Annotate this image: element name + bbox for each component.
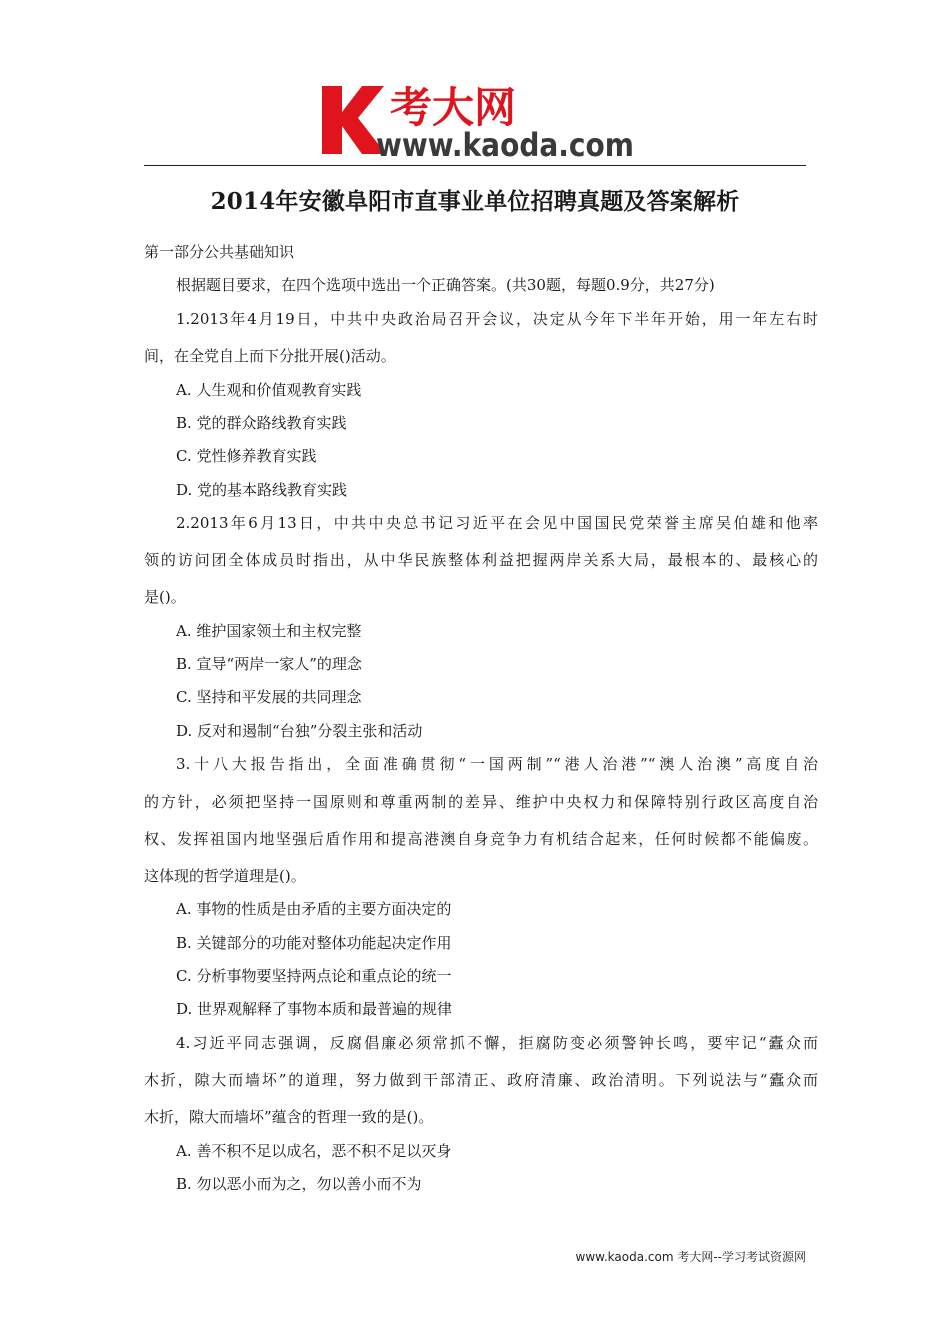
q2-stem-cont: 领的访问团全体成员时指出，从中华民族整体利益把握两岸关系大局，最根本的、最核心的 bbox=[144, 551, 818, 569]
q3-stem: 3.十八大报告指出，全面准确贯彻“一国两制”“港人治港”“澳人治澳”高度自治 bbox=[176, 755, 818, 773]
header-divider bbox=[144, 165, 806, 166]
q2-option-b: B. 宣导“两岸一家人”的理念 bbox=[176, 655, 362, 673]
logo-brand-cn: 考大网 bbox=[390, 83, 517, 132]
q4-stem-cont: 木折，隙大而墙坏”的道理，努力做到干部清正、政府清廉、政治清明。下列说法与“蠹众而 bbox=[144, 1071, 818, 1089]
kaoda-logo bbox=[318, 80, 638, 164]
q3-stem-cont-2: 权、发挥祖国内地坚强后盾作用和提高港澳自身竞争力有机结合起来，任何时候都不能偏废。 bbox=[144, 830, 818, 848]
q3-option-a: A. 事物的性质是由矛盾的主要方面决定的 bbox=[176, 900, 452, 918]
q3-option-b: B. 关键部分的功能对整体功能起决定作用 bbox=[176, 934, 452, 952]
q2-stem-end: 是()。 bbox=[144, 588, 186, 606]
instructions: 根据题目要求，在四个选项中选出一个正确答案。(共30题，每题0.9分，共27分) bbox=[176, 276, 715, 294]
q2-option-a: A. 维护国家领土和主权完整 bbox=[176, 622, 362, 640]
q1-option-d: D. 党的基本路线教育实践 bbox=[176, 481, 348, 499]
q3-stem-end: 这体现的哲学道理是()。 bbox=[144, 867, 306, 885]
q4-option-b: B. 勿以恶小而为之，勿以善小而不为 bbox=[176, 1175, 422, 1193]
page-footer: www.kaoda.com 考大网--学习考试资源网 bbox=[575, 1250, 806, 1264]
q1-stem: 1.2013年4月19日，中共中央政治局召开会议，决定从今年下半年开始，用一年左右时 bbox=[176, 310, 818, 328]
q1-option-c: C. 党性修养教育实践 bbox=[176, 447, 317, 465]
q1-option-b: B. 党的群众路线教育实践 bbox=[176, 414, 347, 432]
q4-option-a: A. 善不积不足以成名，恶不积不足以灭身 bbox=[176, 1142, 452, 1160]
q2-stem: 2.2013年6月13日，中共中央总书记习近平在会见中国国民党荣誉主席吴伯雄和他率 bbox=[176, 514, 818, 532]
q3-option-c: C. 分析事物要坚持两点论和重点论的统一 bbox=[176, 967, 452, 985]
q2-option-c: C. 坚持和平发展的共同理念 bbox=[176, 688, 362, 706]
section-heading: 第一部分公共基础知识 bbox=[144, 243, 295, 261]
q4-stem: 4.习近平同志强调，反腐倡廉必须常抓不懈，拒腐防变必须警钟长鸣，要牢记“蠹众而 bbox=[176, 1034, 818, 1052]
document-title: 2014年安徽阜阳市直事业单位招聘真题及答案解析 bbox=[210, 188, 740, 215]
q1-stem-cont: 间，在全党自上而下分批开展()活动。 bbox=[144, 347, 396, 365]
q4-stem-end: 木折，隙大而墙坏”蕴含的哲理一致的是()。 bbox=[144, 1108, 434, 1126]
q3-option-d: D. 世界观解释了事物本质和最普遍的规律 bbox=[176, 1000, 453, 1018]
q3-stem-cont: 的方针，必须把坚持一国原则和尊重两制的差异、维护中央权力和保障特别行政区高度自治 bbox=[144, 793, 818, 811]
q1-option-a: A. 人生观和价值观教育实践 bbox=[176, 381, 362, 399]
q2-option-d: D. 反对和遏制“台独”分裂主张和活动 bbox=[176, 722, 423, 740]
logo-url: www.kaoda.com bbox=[376, 126, 634, 164]
